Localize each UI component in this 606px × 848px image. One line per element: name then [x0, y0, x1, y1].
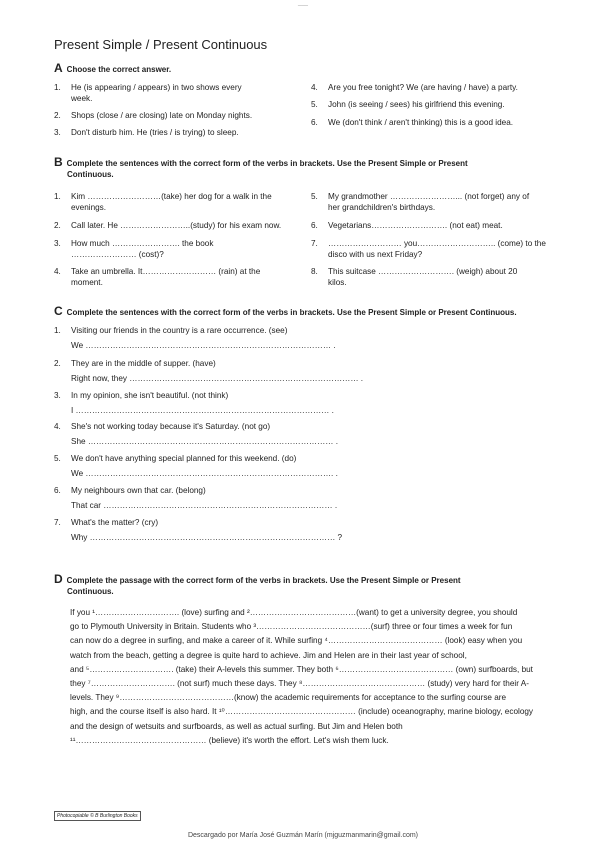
- section-instruction: Choose the correct answer.: [66, 65, 172, 74]
- section-letter: D: [54, 572, 63, 586]
- section-letter: A: [54, 61, 63, 75]
- section-a-header: [54, 63, 554, 75]
- section-c-header: C Complete the sentences with the correct form of the verbs in brackets. Use the Present Simple or Present Continuous.: [54, 304, 517, 318]
- passage: If you ¹…………………………. (love) surfing and ²…………………………………(want) to get a university degree, you should go to Plymouth University in Britain. Students who ³……………………………………(surf) three or four times a week for fun can now do a degree in surfing, and make a career of it. While surfing ⁴…………………………………… (look) easy when you watch from the beach, getting a degree is quite hard to achieve. Jim and Helen are in their last year of school, and ⁵…………………………. (take) their A-levels this summer. They both ⁶…………………………………… (own) surfboards, but they ⁷…………………………. (not surf) much these days. They ⁸……………………………………… (study) very hard for their A- levels. They ⁹……………………………………(know) the academic requirements for acceptance to the surfing course are high, and the course itself is also hard. It ¹⁰………………………………………… (include) oceanography, marine biology, ecology and the design of wetsuits and surfboards, as well as actual surfing. But Jim and Helen both ¹¹………………………………………… (believe) it's worth the effort. Let's wish them luck.: [70, 608, 534, 745]
- page-title: Present Simple / Present Continuous: [54, 37, 268, 52]
- copyright-box: Photocopiable © B Burlington Books: [54, 811, 141, 821]
- section-letter: C: [54, 304, 63, 318]
- top-mark: ___: [298, 0, 309, 6]
- section-b-header: B Complete the sentences with the correct form of the verbs in brackets. Use the Present Simple or Present Continuous.: [54, 155, 468, 179]
- download-footer: Descargado por María José Guzmán Marín (mjguzmanmarin@gmail.com): [187, 832, 418, 839]
- section-d-header: D Complete the passage with the correct form of the verbs in brackets. Use the Present Simple or Present Continuous.: [54, 572, 461, 596]
- section-letter: B: [54, 155, 63, 169]
- worksheet-page: ___ Present Simple / Present Continuous A Choose the correct answer. 1. He (is appearing / appears) in two shows every week. 2. Shops (close / are closing) late on Monday nights. 3. Don't disturb him. He (tries / is trying) to sleep. 4. Are you free tonight? We (are having / have) a party. 5. John (is seeing / sees) his girlfriend this evening. 6. We (don't think / aren't thinking) this is a good idea. B Complete the sentences with the correct form of the verbs in brackets. Use the Present Simple or Present Continuous. 1. Kim ………………………(take) her dog for a walk in the evenings. 2. Call later. He ……………………..(study) for his exam now. 3. How much ……………………. the book …………………… (cost)? 4. Take an umbrella. It……………………… (rain) at the moment. 5. My grandmother ……………………... (not forget) any of her grandchildren's birthdays. 6. Vegetarians………………………. (not eat) meat. 7. ……………………… you……………………….. (come) to the disco with us next Friday? 8. This suitcase ………………………. (weigh) about 20 kilos. C Complete the sentences with the correct form of the verbs in brackets. Use the Present Simple or Present Continuous. 1. Visiting our friends in the country is a rare occurrence. (see) We ……………………………………………………………………………… . 2. They are in the middle of supper. (have) Right now, they ………………………………………………………………………… . 3. In my opinion, she isn't beautiful. (not think) I ………………………………………………………………………………… . 4. She's not working today because it's Saturday. (not go) She ……………………………………………………………………………… . 5. We don't have anything special planned for this weekend. (do) We ………………………………………………………………………………. . 6. My neighbours own that car. (belong) That car ………………………………………………………………………… . 7. What's the matter? (cry) Why ……………………………………………………………………………… ? D Complete the passage with the correct form of the verbs in brackets. Use the Present Simple or Present Continuous. If you ¹…………………………. (love) surfing and ²…………………………………(want) to get a university degree, you should go to Plymouth University in Britain. Students who ³……………………………………(surf) three or four times a week for fun can now do a degree in surfing, and make a career of it. While surfing ⁴…………………………………… (look) easy when you watch from the beach, getting a degree is quite hard to achieve. Jim and Helen are in their last year of school, and ⁵…………………………. (take) their A-levels this summer. They both ⁶…………………………………… (own) surfboards, but they ⁷…………………………. (not surf) much these days. They ⁸……………………………………… (study) very hard for their A- levels. They ⁹……………………………………(know) the academic requirements for acceptance to the surfing course are high, and the course itself is also hard. It ¹⁰………………………………………… (include) oceanography, marine biology, ecology and the design of wetsuits and surfboards, as well as actual surfing. But Jim and Helen both ¹¹………………………………………… (believe) it's worth the effort. Let's wish them luck. Photocopiable © B Burlington Books Descargado por María José Guzmán Marín (mjguzmanmarin@gmail.com): [0, 0, 606, 848]
